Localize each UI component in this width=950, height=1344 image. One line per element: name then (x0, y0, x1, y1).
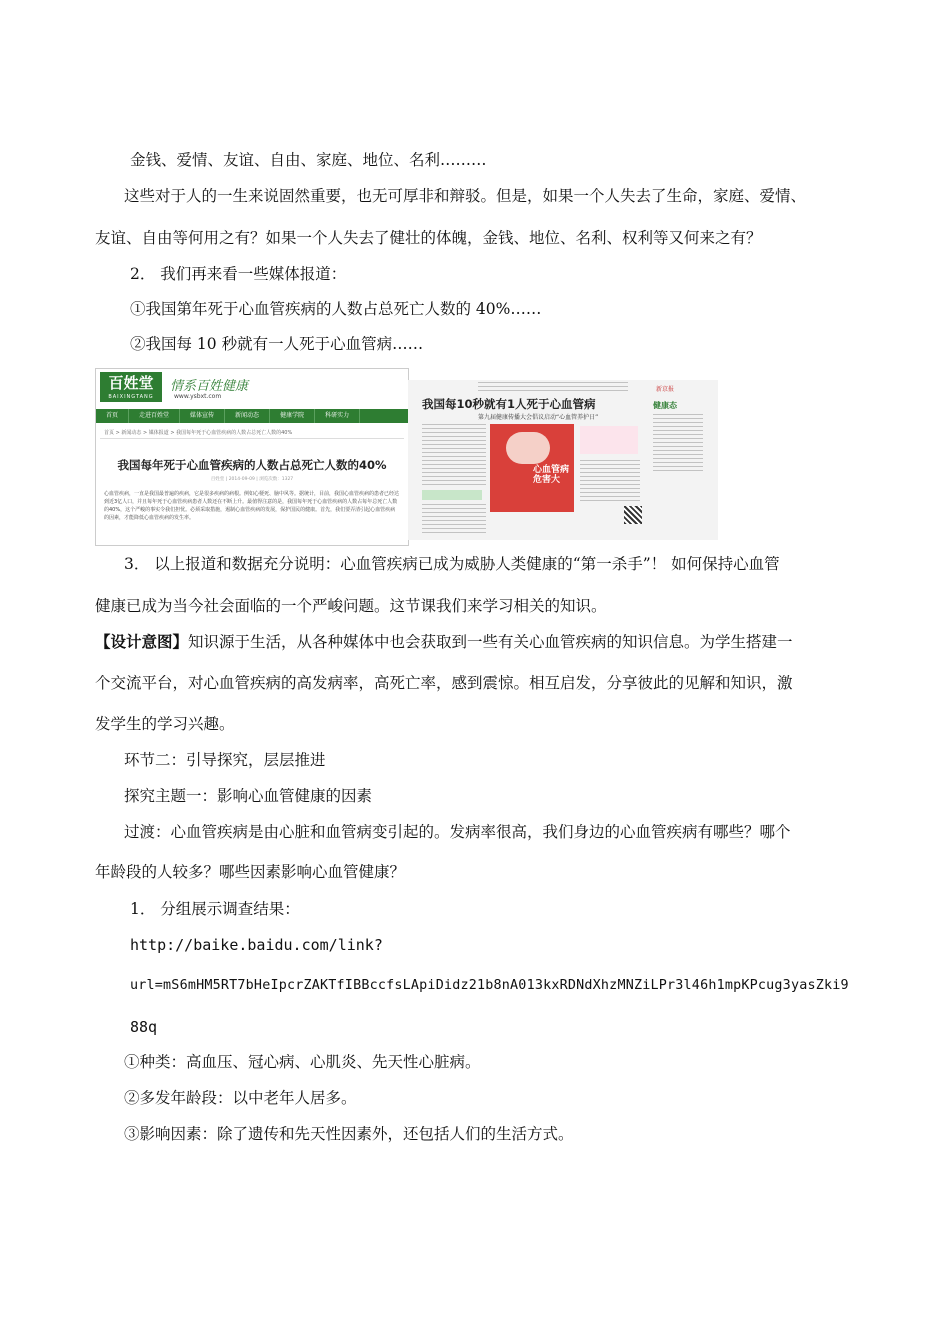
paragraph-importance: 这些对于人的一生来说固然重要，也无可厚非和辩驳。但是，如果一个人失去了生命，家庭、爱情、 (124, 187, 807, 205)
section-heading-stage-two: 环节二：引导探究，层层推进 (124, 751, 326, 769)
paragraph-design-intent-end: 发学生的学习兴趣。 (95, 715, 235, 733)
paragraph-report-2: ②我国每 10 秒就有一人死于心血管病…… (130, 335, 424, 353)
paragraph-transition-cont: 年龄段的人较多？哪些因素影响心血管健康？ (95, 863, 406, 881)
reference-link-line2: url=mS6mHM5RT7bHeIpcrZAKTfIBBccfsLApiDidz21b8nA013kxRDNdXhzMNZiLPr3l46h1mpKPcug3yasZki9 (130, 978, 849, 993)
highlight-bar (422, 490, 482, 500)
paragraph-transition: 过渡：心血管疾病是由心脏和血管病变引起的。发病率很高，我们身边的心血管疾病有哪些？哪个 (124, 823, 791, 841)
paragraph-report-1: ①我国第年死于心血管疾病的人数占总死亡人数的 40%…… (130, 300, 542, 318)
paragraph-survey: 1． 分组展示调查结果： (130, 900, 300, 918)
paragraph-conclusion-cont: 健康已成为当今社会面临的一个严峻问题。这节课我们来学习相关的知识。 (95, 597, 607, 615)
section-label: 健康态 (653, 401, 677, 410)
nav-item: 新闻动态 (225, 409, 270, 423)
nav-item: 走进百姓堂 (129, 409, 180, 423)
nav-item: 科研实力 (315, 409, 360, 423)
reference-link-line1: http://baike.baidu.com/link? (130, 936, 383, 954)
site-nav (96, 409, 408, 423)
text-column (478, 382, 628, 394)
newspaper-masthead: 新京报 (656, 386, 675, 393)
breadcrumb: 首页 > 新闻动态 > 媒体报道 > 我国每年死于心血管疾病的人数占总死亡人数的40% (100, 423, 404, 439)
result-types: ①种类：高血压、冠心病、心肌炎、先天性心脏病。 (124, 1053, 481, 1071)
infographic-title: 心血管病 危害大 (533, 465, 570, 485)
paragraph-importance-cont: 友谊、自由等何用之有？如果一个人失去了健壮的体魄，金钱、地位、名利、权利等又何来之有？ (95, 229, 762, 247)
text-column (653, 414, 703, 474)
paragraph-media-intro: 2． 我们再来看一些媒体报道： (130, 265, 347, 283)
text-column (580, 460, 640, 504)
website-banner (96, 369, 408, 407)
paragraph-design-intent (95, 632, 793, 652)
section-heading-topic-one: 探究主题一：影响心血管健康的因素 (124, 787, 373, 805)
newspaper-subhead: 第九届健康传播大会倡议启动“心血管养护日” (478, 414, 599, 421)
site-slogan: 情系百姓健康 (170, 379, 249, 394)
article-body: 心血管疾病，一直是我国最普遍的疾病，它是很多疾病的病根。例如心梗死、脑中风等。据统计，目前，我国心血管疾病的患者已经达到近3亿人口，并且每年死于心血管疾病患者人数还在不断上升。最值得注意的是，我国每年死于心血管疾病的人数占每年总死亡人数的40%，这个严峻的事实令我们担忧。必须采取措施，遏制心血管疾病的发展，保护国民的健康。首先，我们要弄清引起心血管疾病的因素，才能降低心血管疾病的发生率。 (104, 491, 400, 521)
news-website-screenshot (95, 368, 409, 546)
site-url: www.ysbxt.com (174, 393, 222, 400)
paragraph-item-list: 金钱、爱情、友谊、自由、家庭、地位、名利……… (130, 151, 487, 169)
nav-item: 首页 (96, 409, 129, 423)
paragraph-design-intent-cont: 个交流平台，对心血管疾病的高发病率，高死亡率，感到震惊。相互启发，分享彼此的见解和知识，激 (95, 674, 793, 692)
text-column (422, 424, 486, 486)
paragraph-conclusion: 3． 以上报道和数据充分说明：心血管疾病已成为威胁人类健康的“第一杀手”！ 如何保持心血管 (124, 555, 780, 573)
newspaper-clipping (408, 380, 718, 540)
design-intent-label: 【设计意图】 (95, 632, 189, 651)
article-meta: 百姓堂 | 2014-09-09 | 浏览次数：1327 (210, 477, 294, 482)
nav-item: 媒体宣传 (180, 409, 225, 423)
text-column (422, 504, 486, 536)
heart-graphic-icon (506, 432, 550, 464)
newspaper-headline: 我国每10秒就有1人死于心血管病 (422, 397, 596, 411)
design-intent-text: 知识源于生活，从各种媒体中也会获取到一些有关心血管疾病的知识信息。为学生搭建一 (188, 633, 793, 651)
callout-box (580, 426, 638, 454)
result-factors: ③影响因素：除了遗传和先天性因素外，还包括人们的生活方式。 (124, 1125, 574, 1143)
result-age: ②多发年龄段：以中老年人居多。 (124, 1089, 357, 1107)
article-title: 我国每年死于心血管疾病的人数占总死亡人数的40% (117, 458, 387, 472)
site-logo-sub: BAIXINGTANG (108, 394, 154, 400)
nav-item: 健康学院 (270, 409, 315, 423)
reference-link-line3: 88q (130, 1018, 158, 1036)
site-logo: 百姓堂 (100, 372, 162, 402)
qr-code-icon (624, 506, 642, 524)
